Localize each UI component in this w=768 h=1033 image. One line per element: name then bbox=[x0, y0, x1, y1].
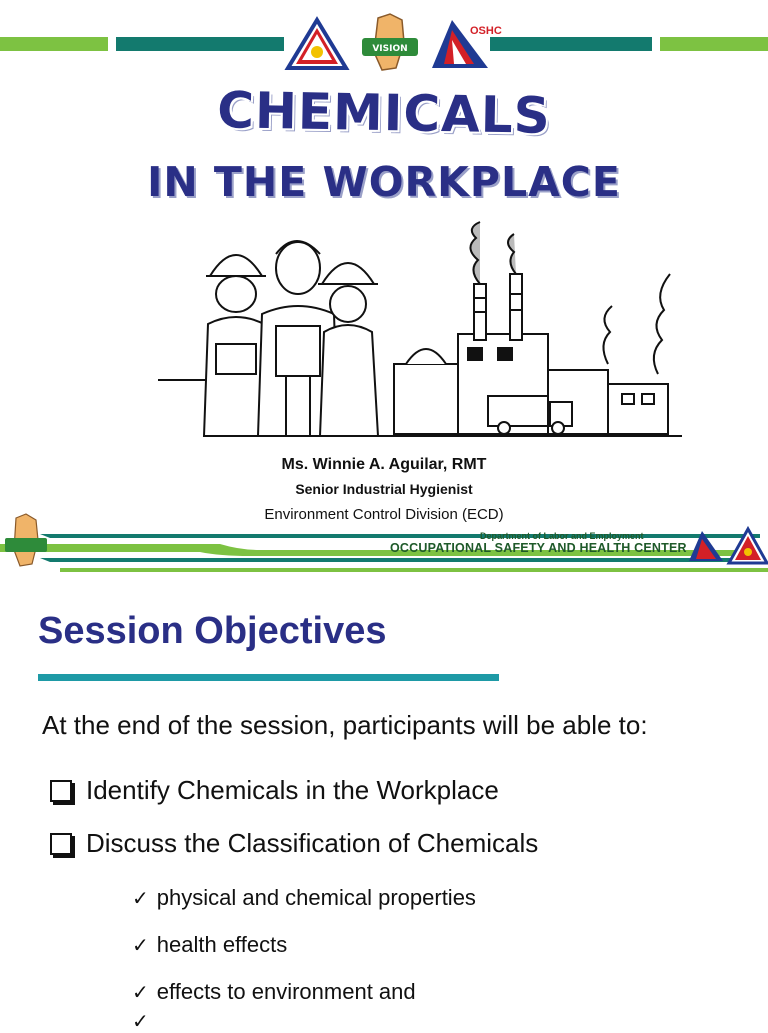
checkmark-icon: ✓ bbox=[132, 933, 149, 957]
checkmark-icon: ✓ bbox=[132, 980, 149, 1004]
slide-title-line1: CHEMICALS bbox=[216, 81, 552, 145]
factory bbox=[394, 274, 668, 434]
footer-center: OCCUPATIONAL SAFETY AND HEALTH CENTER bbox=[390, 541, 687, 555]
workers-factory-illustration bbox=[158, 214, 682, 436]
objective-text: Discuss the Classification of Chemicals bbox=[86, 828, 539, 858]
worker-1 bbox=[210, 255, 262, 276]
top-bar-teal-right bbox=[490, 37, 652, 51]
sub-item-text: physical and chemical properties bbox=[156, 885, 476, 910]
objective-item bbox=[50, 775, 499, 806]
checkmark-icon: ✓ bbox=[132, 886, 149, 910]
dole-seal-icon-footer bbox=[728, 528, 768, 564]
intro-text: At the end of the session, participants will be able to: bbox=[42, 710, 648, 740]
top-bar-teal bbox=[116, 37, 284, 51]
top-bar-green-right bbox=[660, 37, 768, 51]
title-underline bbox=[38, 674, 499, 681]
footer-department: Department of Labor and Employment bbox=[480, 531, 644, 541]
vision-million-logo bbox=[356, 12, 424, 74]
oshc-logo-footer bbox=[688, 530, 724, 562]
objective-text: Identify Chemicals in the Workplace bbox=[86, 775, 499, 805]
sub-item-text: health effects bbox=[156, 932, 288, 957]
top-bar-green-left bbox=[0, 37, 108, 51]
sub-item bbox=[132, 979, 416, 1005]
checkbox-bullet-icon bbox=[50, 780, 72, 802]
oshc-label: OSHC bbox=[470, 25, 502, 37]
objectives-slide bbox=[0, 578, 768, 1033]
sub-item bbox=[132, 932, 287, 958]
dole-seal-icon bbox=[286, 18, 348, 70]
section-title: Session Objectives bbox=[38, 610, 387, 652]
checkmark-icon: ✓ bbox=[132, 1009, 149, 1033]
objective-item bbox=[50, 828, 538, 859]
checkbox-bullet-icon bbox=[50, 833, 72, 855]
slide-title-line2: IN THE WORKPLACE bbox=[147, 158, 621, 206]
oshc-logo bbox=[430, 18, 502, 70]
presenter-division: Environment Control Division (ECD) bbox=[264, 506, 504, 523]
sub-item-partial bbox=[132, 1009, 157, 1033]
presenter-role: Senior Industrial Hygienist bbox=[295, 481, 473, 497]
svg-text:VISION: VISION bbox=[372, 44, 408, 54]
worker-3 bbox=[322, 263, 374, 284]
sub-item bbox=[132, 885, 476, 911]
sub-item-text: effects to environment and bbox=[156, 979, 416, 1004]
presenter-name: Ms. Winnie A. Aguilar, RMT bbox=[281, 456, 487, 473]
vision-million-logo-footer bbox=[2, 514, 50, 570]
